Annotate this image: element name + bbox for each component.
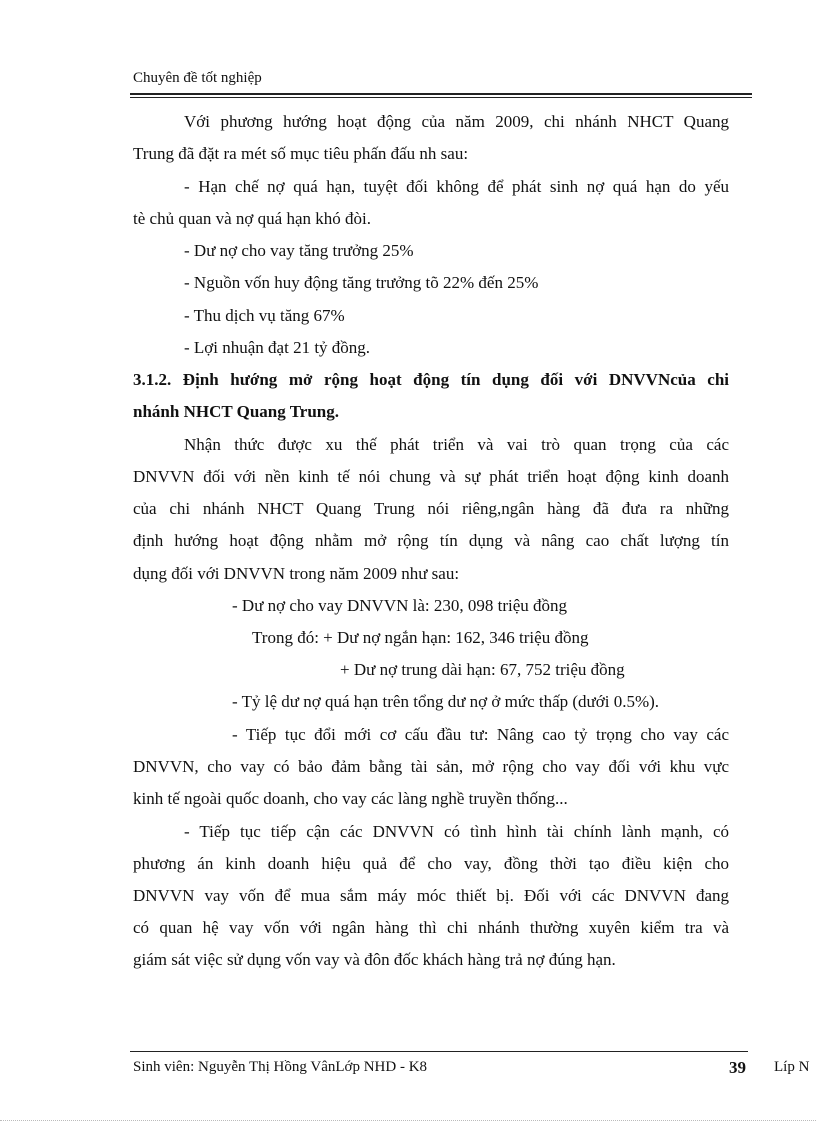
body-line: - Nguồn vốn huy động tăng trưởng tõ 22% đến 25% — [184, 273, 539, 292]
body-line: định hướng hoạt động nhằm mở rộng tín dụng và nâng cao chất lượng tín — [133, 531, 729, 550]
section-heading: 3.1.2. Định hướng mở rộng hoạt động tín dụng đối với DNVVNcủa chi — [133, 370, 729, 389]
body-line: Với phương hướng hoạt động của năm 2009, chi nhánh NHCT Quang — [184, 112, 729, 131]
body-line: có quan hệ vay vốn với ngân hàng thì chi nhánh thường xuyên kiểm tra và — [133, 918, 729, 937]
page-number: 39 — [729, 1058, 746, 1077]
body-line: - Dư nợ cho vay DNVVN là: 230, 098 triệu đồng — [232, 596, 568, 615]
body-line: - Tỷ lệ dư nợ quá hạn trên tổng dư nợ ở mức thấp (dưới 0.5%). — [232, 692, 660, 711]
body-line: giám sát việc sử dụng vốn vay và đôn đốc khách hàng trả nợ đúng hạn. — [133, 950, 616, 969]
body-line: - Hạn chế nợ quá hạn, tuyệt đối không để phát sinh nợ quá hạn do yếu — [184, 177, 729, 196]
header-rule-thick — [130, 93, 752, 95]
body-line: - Dư nợ cho vay tăng trưởng 25% — [184, 241, 414, 260]
body-line: - Lợi nhuận đạt 21 tỷ đồng. — [184, 338, 371, 357]
page-bottom-dotted-line — [0, 1120, 816, 1121]
body-line: của chi nhánh NHCT Quang Trung nói riêng,ngân hàng đã đưa ra những — [133, 499, 729, 518]
body-line: DNVVN, cho vay có bảo đảm bằng tài sản, mở rộng cho vay đối với khu vực — [133, 757, 729, 776]
body-line: phương án kinh doanh hiệu quả để cho vay, đồng thời tạo điều kiện cho — [133, 854, 729, 873]
body-line: - Tiếp tục tiếp cận các DNVVN có tình hình tài chính lành mạnh, có — [184, 822, 729, 841]
body-line: Trung đã đặt ra mét số mục tiêu phấn đấu nh sau: — [133, 144, 469, 163]
footer-rule — [130, 1051, 748, 1052]
section-heading: nhánh NHCT Quang Trung. — [133, 402, 339, 421]
footer-class-label: Líp N — [774, 1059, 810, 1075]
body-line: DNVVN đối với nền kinh tế nói chung và sự phát triển hoạt động kinh doanh — [133, 467, 729, 486]
body-line: + Dư nợ trung dài hạn: 67, 752 triệu đồng — [340, 660, 625, 679]
body-line: tè chủ quan và nợ quá hạn khó đòi. — [133, 209, 371, 228]
body-line: dụng đối với DNVVN trong năm 2009 như sau: — [133, 564, 460, 583]
body-line: kinh tế ngoài quốc doanh, cho vay các làng nghề truyền thống... — [133, 789, 568, 808]
body-line: Nhận thức được xu thế phát triển và vai trò quan trọng của các — [184, 435, 729, 454]
header-rule-thin — [130, 97, 752, 98]
footer-student: Sinh viên: Nguyễn Thị Hồng VânLớp NHD - K8 — [133, 1059, 428, 1075]
body-line: - Thu dịch vụ tăng 67% — [184, 306, 345, 325]
header-title: Chuyên đề tốt nghiệp — [133, 70, 262, 86]
body-line: Trong đó: + Dư nợ ngắn hạn: 162, 346 triệu đồng — [252, 628, 589, 647]
body-line: - Tiếp tục đổi mới cơ cấu đầu tư: Nâng cao tỷ trọng cho vay các — [232, 725, 729, 744]
body-line: DNVVN vay vốn để mua sắm máy móc thiết bị. Đối với các DNVVN đang — [133, 886, 729, 905]
